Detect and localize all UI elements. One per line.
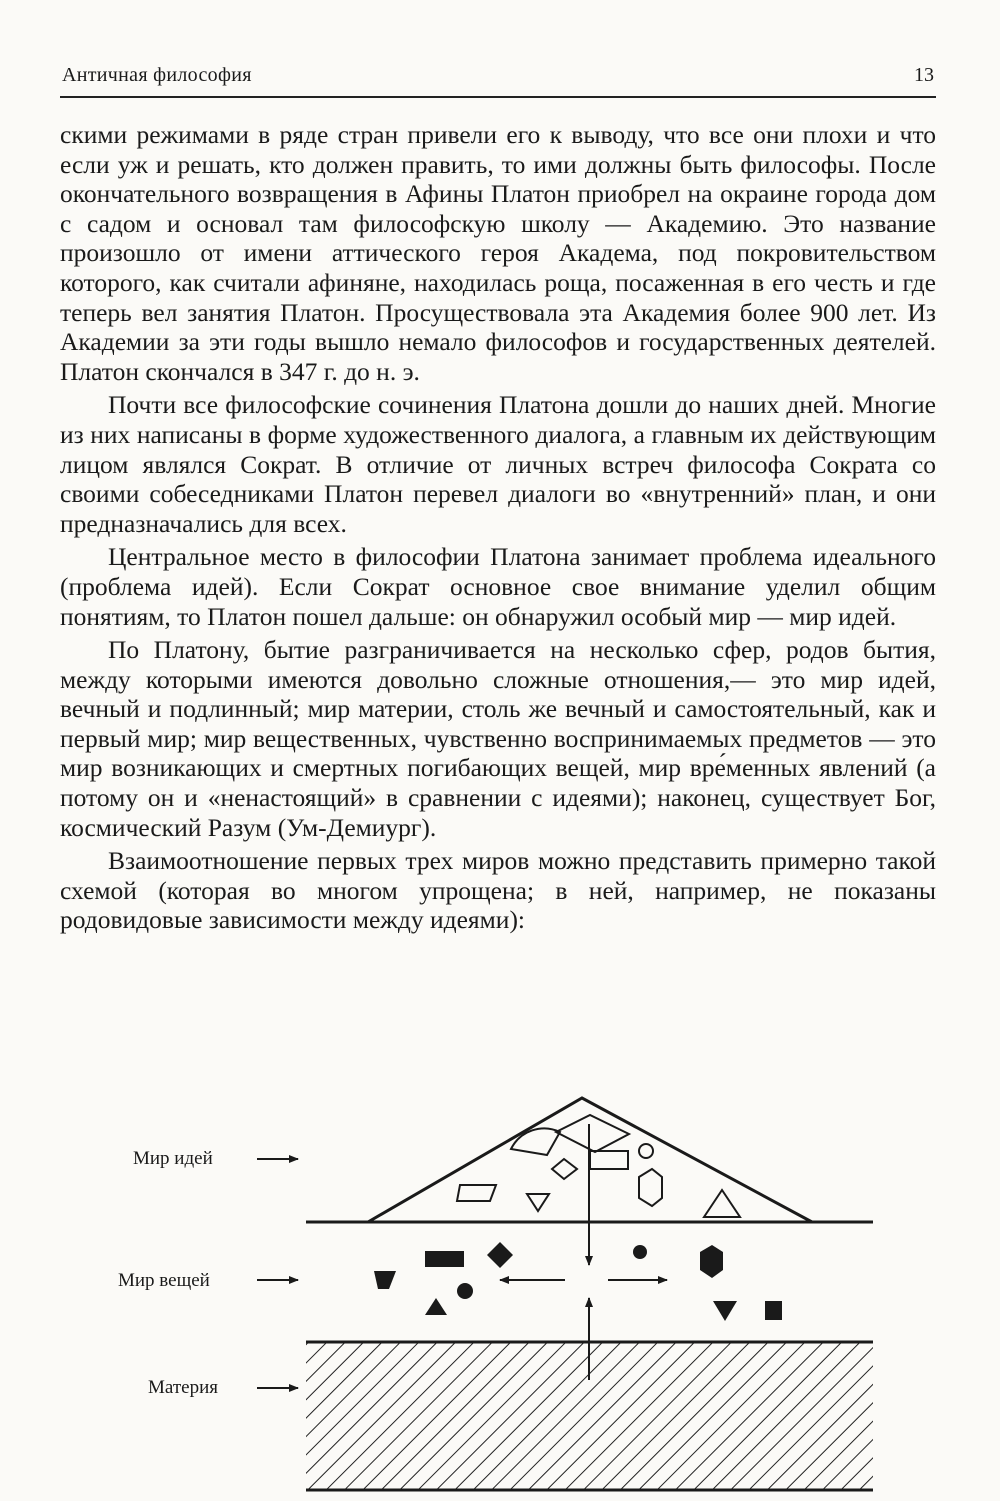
- idea-parallelogram: [457, 1185, 496, 1201]
- idea-rectangle: [590, 1151, 628, 1169]
- label-things-text: Мир вещей: [118, 1270, 210, 1291]
- thing-rectangle: [425, 1251, 464, 1267]
- thing-triangle: [425, 1298, 447, 1315]
- idea-semicircle: [511, 1128, 560, 1155]
- thing-inverted-triangle: [713, 1301, 737, 1321]
- body-text: [60, 120, 936, 939]
- thing-hexagon: [700, 1245, 723, 1278]
- diagram-canvas: [0, 1080, 1000, 1501]
- running-header: [60, 60, 936, 98]
- thing-square: [765, 1301, 782, 1320]
- paragraph: скими режимами в ряде стран привели его к выводу, что все они плохи и что если уж и решать, кто должен править, то ими должны быть философы. После окончательного возвращения в Афины Платон приобрел на окраине города дом с садом и основал там философскую школу — Академию. Это название произошло от имени аттического героя Академа, под покровительством которого, как считали афиняне, находилась роща, посаженная в его честь и где теперь вел занятия Платон. Просуществовала эта Академия более 900 лет. Из Академии за эти годы вышло немало философов и государственных деятелей. Платон скончался в 347 г. до н. э.: [60, 120, 936, 386]
- label-ideas-text: Мир идей: [133, 1148, 213, 1169]
- idea-rhombus-large: [556, 1115, 629, 1152]
- thing-trapezoid: [374, 1271, 396, 1289]
- idea-triangle: [704, 1190, 740, 1217]
- label-matter: [148, 1377, 298, 1398]
- page-number: 13: [914, 64, 934, 86]
- idea-hexagon: [639, 1169, 662, 1206]
- plato-worlds-diagram: [0, 1080, 1000, 1501]
- thing-shapes: [374, 1242, 782, 1321]
- label-ideas: [133, 1148, 298, 1169]
- idea-shapes: [457, 1115, 740, 1217]
- thing-circle: [457, 1283, 473, 1299]
- idea-rhombus-small: [552, 1159, 577, 1179]
- idea-circle: [639, 1144, 653, 1158]
- paragraph: Почти все философские сочинения Платона дошли до наших дней. Многие из них написаны в форме художественного диалога, а главным их действующим лицом являлся Сократ. В отличие от личных встреч философа Сократа со своими собеседниками Платон перевел диалоги во «внутренний» план, и они предназначались для всех.: [60, 390, 936, 538]
- paragraph: По Платону, бытие разграничивается на несколько сфер, родов бытия, между которыми имеются довольно сложные отношения,— это мир идей, вечный и подлинный; мир материи, столь же вечный и самостоятельный, как и первый мир; мир вещественных, чувственно воспринимаемых предметов — это мир возникающих и смертных погибающих вещей, мир вре́менных явлений (а потому он и «ненастоящий» в сравнении с идеями); наконец, существует Бог, космический Разум (Ум-Демиург).: [60, 635, 936, 842]
- running-title: Античная философия: [62, 64, 252, 86]
- label-matter-text: Материя: [148, 1377, 218, 1398]
- idea-inverted-triangle: [527, 1194, 549, 1211]
- label-things: [118, 1270, 298, 1291]
- thing-small-circle: [633, 1245, 647, 1259]
- paragraph: Центральное место в философии Платона занимает проблема идеального (проблема идей). Если Сократ основное свое внимание уделил общим понятиям, то Платон пошел дальше: он обнаружил особый мир — мир идей.: [60, 542, 936, 631]
- thing-rhombus: [487, 1242, 513, 1268]
- paragraph: Взаимоотношение первых трех миров можно представить примерно такой схемой (которая во многом упрощена; в ней, например, не показаны родовидовые зависимости между идеями):: [60, 846, 936, 935]
